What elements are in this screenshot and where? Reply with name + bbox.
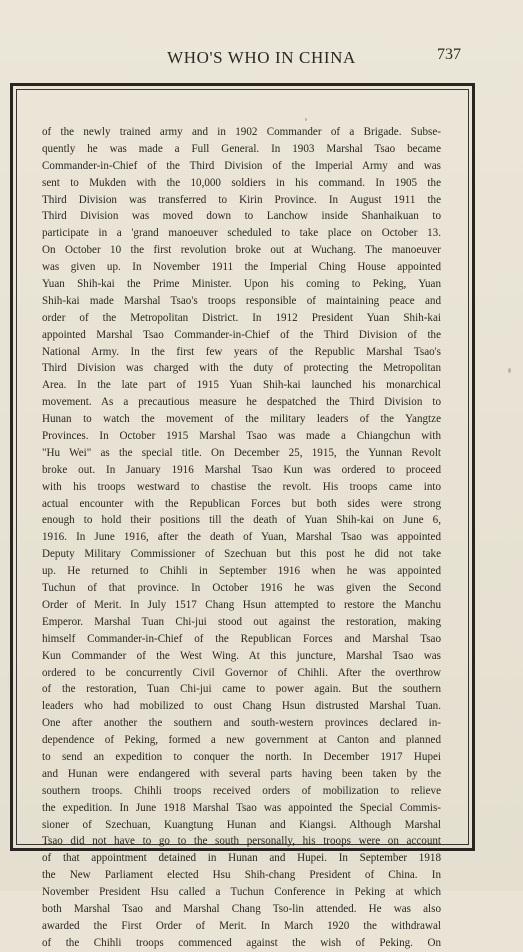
text-line: Area. In the late part of 1915 Yuan Shih-kai launched his monarchical (42, 379, 441, 392)
text-line: Kun Commander of the West Wing. At this juncture, Marshal Tsao was (42, 649, 441, 662)
page-number: 737 (437, 46, 461, 63)
text-line: southern troops. Chihli troops received orders of mobilization to relieve (42, 784, 441, 797)
text-line: of that appointment detained in Hunan and Hupei. In September 1918 (42, 852, 441, 865)
text-line: enough to hold their positions till the death of Yuan Shih-kai on June 6, (42, 514, 441, 527)
text-line: November President Hsu called a Tuchun Conference in Peking at which (42, 886, 441, 899)
text-line: On October 10 the first revolution broke out at Wuchang. The manoeuver (42, 244, 441, 257)
running-title: WHO'S WHO IN CHINA (167, 48, 356, 67)
text-line: Provinces. In October 1915 Marshal Tsao was made a Chiangchun with (42, 430, 441, 443)
text-line: of the Chihli troops commenced against the wish of Peking. On (42, 936, 441, 949)
page-header (0, 46, 523, 70)
text-line: to send an expedition to conquer the north. In December 1917 Hupei (42, 750, 441, 763)
text-line: awarded the First Order of Merit. In March 1920 the withdrawal (42, 919, 441, 932)
text-line: dependence of Peking, formed a new government at Canton and planned (42, 734, 441, 747)
text-line: quently he was made a Full General. In 1903 Marshal Tsao became (42, 142, 441, 155)
text-line: Deputy Military Commissioner of Szechuan but this post he did not take (42, 548, 441, 561)
text-line: "Hu Wei" as the special title. On December 25, 1915, the Yunnan Revolt (42, 446, 441, 459)
text-line: Shih-kai made Marshal Tsao's troops responsible of maintaining peace and (42, 294, 441, 307)
text-line: Tsao did not have to go to the south personally, his troops were on account (42, 835, 441, 848)
text-line: Third Division was moved down to Lanchow inside Shanhaikuan to (42, 210, 441, 223)
text-line: National Army. In the first few years of the Republic Marshal Tsao's (42, 345, 441, 358)
text-line: and Hunan were endangered with several parts having been taken by the (42, 767, 441, 780)
paper-speck (305, 118, 307, 121)
text-line: sent to Mukden with the 10,000 soldiers in his command. In 1905 the (42, 176, 441, 189)
paper-speck (508, 368, 511, 373)
text-line: of the restoration, Tuan Chi-jui came to power again. But the southern (42, 683, 441, 696)
text-line: ordered to be concurrently Civil Governor of Chihli. After the overthrow (42, 666, 441, 679)
text-line: One after another the southern and south-western provinces declared in- (42, 717, 441, 730)
text-line: Tuchun of that province. In October 1916 he was given the Second (42, 582, 441, 595)
text-line: the New Parliament elected Hsu Shih-chang President of China. In (42, 869, 441, 882)
text-line: himself Commander-in-Chief of the Republican Forces and Marshal Tsao (42, 632, 441, 645)
text-line: 1916. In June 1916, after the death of Yuan, Marshal Tsao was appointed (42, 531, 441, 544)
text-line: Yuan Shih-kai the Prime Minister. Upon his coming to Peking, Yuan (42, 278, 441, 291)
text-line: Emperor. Marshal Tuan Chi-jui stood out against the restoration, making (42, 615, 441, 628)
text-line: with his troops westward to chastise the revolt. His troops came into (42, 480, 441, 493)
text-line: the expedition. In June 1918 Marshal Tsao was appointed the Special Commis- (42, 801, 441, 814)
text-line: up. He returned to Chihli in September 1916 when he was appointed (42, 565, 441, 578)
text-line: sioner of Szechuan, Kuangtung Hunan and Kiangsi. Although Marshal (42, 818, 441, 831)
text-line: both Marshal Tsao and Marshal Chang Tso-lin attended. He was also (42, 902, 441, 915)
text-line: participate in a 'grand manoeuver scheduled to take place on October 13. (42, 227, 441, 240)
text-line: actual encounter with the Republican Forces but both sides were strong (42, 497, 441, 510)
text-line: Order of Merit. In July 1517 Chang Hsun attempted to restore the Manchu (42, 598, 441, 611)
text-line: Hunan to watch the movement of the military leaders of the Yangtze (42, 413, 441, 426)
text-line: was given up. In November 1911 the Imperial Ching House appointed (42, 261, 441, 274)
text-line: of the newly trained army and in 1902 Commander of a Brigade. Subse- (42, 126, 441, 138)
text-line: Third Division was transferred to Kirin Province. In August 1911 the (42, 193, 441, 206)
text-line: Commander-in-Chief of the Third Division of the Imperial Army and was (42, 159, 441, 172)
text-line: Third Division was charged with the duty of protecting the Metropolitan (42, 362, 441, 375)
text-line: order of the Metropolitan District. In 1912 President Yuan Shih-kai (42, 311, 441, 324)
biography-text (42, 124, 441, 952)
text-line: broke out. In January 1916 Marshal Tsao Kun was ordered to proceed (42, 463, 441, 476)
text-line: appointed Marshal Tsao Commander-in-Chief of the Third Division of the (42, 328, 441, 341)
text-line: leaders who had mobilized to oust Chang Hsun distrusted Marshal Tuan. (42, 700, 441, 713)
text-line: movement. As a precautious measure he despatched the Third Division to (42, 396, 441, 409)
